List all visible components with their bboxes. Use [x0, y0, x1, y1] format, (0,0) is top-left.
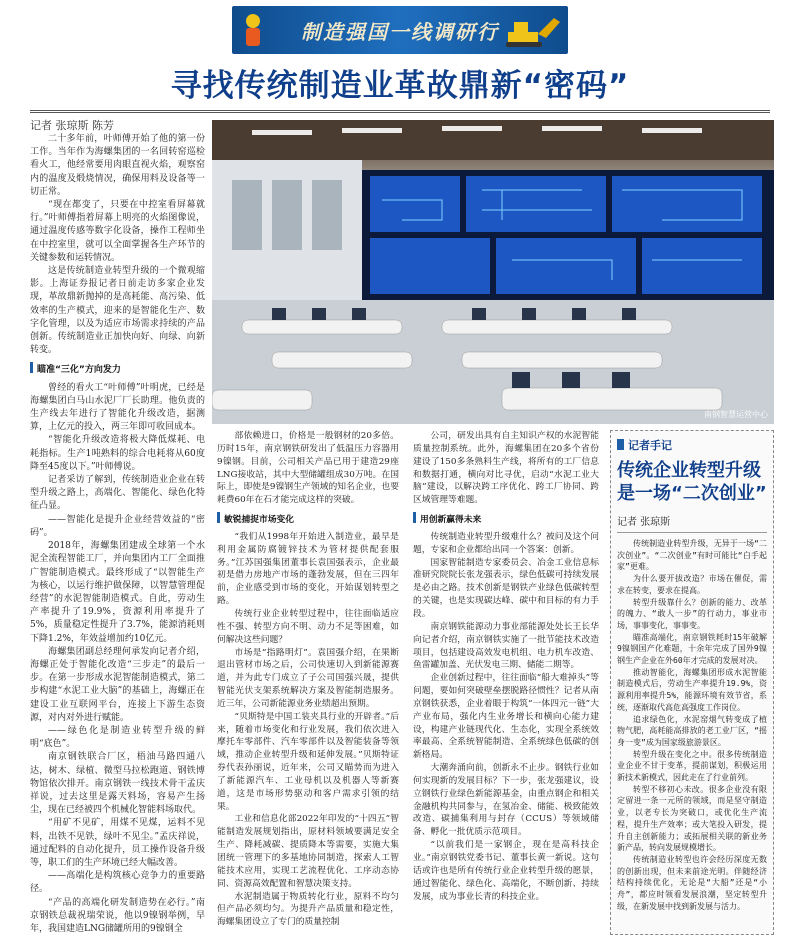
section-heading: 瞄准“三化”方向发力 — [30, 362, 205, 377]
article-paragraph: “智能化升级改造将极大降低煤耗、电耗指标。生产1吨熟料的综合电耗将从60度降至45度以下。”叶师傅说。 — [30, 435, 205, 472]
section-banner — [232, 6, 568, 54]
note-paragraph: 传统制造业转型升级，无异于一场“二次创业”。“二次创业”有时可能比“白手起家”更难。 — [617, 539, 767, 572]
article-paragraph: ——绿色化是制造业转型升级的鲜明“底色”。 — [30, 725, 205, 750]
reporter-note-box — [610, 430, 774, 935]
article-paragraph: 大潮奔涌向前，创新永不止步。钢铁行业如何实现新的发展目标？下一步，张龙强建议，设立钢铁行业绿色新能源基金，由重点钢企和相关金融机构共同参与，在氢冶金、储能、极致能效改造、碳捕集利用与封存（CCUS）等领域储备、孵化一批优质示范项目。 — [413, 763, 599, 838]
note-paragraph: 转型不移初心未改。很多企业没有限定留进一条一元所的领域，而是坚守制造业，以老专长为突破口，或优化生产流程，提升生产效率；或大笔投入研发，提升自主创新能力；或拓展相关联的新业务新产品，转向发展规模增长。 — [617, 784, 767, 853]
note-title: 传统企业转型升级是一场“二次创业” — [617, 460, 767, 504]
article-paragraph: 市场是“指路明灯”。袁国强介绍，在果断退出管材市场之后，公司快速切入到新能源赛道，并为此专门成立了子公司国强兴晟，提供智能光伏支架系统解决方案及智能制造服务。近三年，公司新能源业务业绩超出预期。 — [217, 647, 399, 709]
article-paragraph: “贝斯特是中国工装夹具行业的开辟者。”后来，随着市场变化和行业发展，我们依次进入摩托车零部件、汽车零部件以及智能装备等领域，推动企业转型升级和延伸发展。”贝斯特证券代表孙丽说，近年来，公司又瞄势而为进入了新能源汽车、工业母机以及机器人等新赛道，这是市场形势驱动和客户需求引领的结果。 — [217, 711, 399, 812]
banner-title: 制造强国一线调研行 — [301, 19, 499, 44]
article-paragraph: 传统制造业转型升级难什么？被问及这个问题，专家和企业都给出同一个答案：创新。 — [413, 531, 599, 555]
article-paragraph: “用矿不见矿，用煤不见煤，运料不见料，出铁不见铁，绿叶不见尘。”孟庆祥说，通过配料的自动化提升，员工操作设备升级等，职工们的生产环境已经大幅改善。 — [30, 818, 205, 868]
article-paragraph: 国家智能制造专家委员会、冶金工业信息标准研究院院长张龙强表示，绿色低碳可持续发展是必由之路。技术创新是钢铁产业绿色低碳转型的关键，也是实现碳达峰、碳中和目标的有力手段。 — [413, 557, 599, 619]
article-paragraph: 这是传统制造业转型升级的一个微观缩影。上海证券报记者日前走访多家企业发现，革故鼎新抛掉的是高耗能、高污染、低效率的生产模式，迎来的是智能化生产、数字化管理，以及为适应市场需求持续的产品创新。传统制造业正加快向好、向绿、向新转变。 — [30, 266, 205, 356]
control-room-photo — [212, 120, 774, 424]
section-heading: 用创新赢得未来 — [413, 512, 599, 527]
headline-rule — [30, 110, 770, 113]
control-room-illustration — [212, 120, 774, 424]
note-paragraph: 追求绿色化，水泥窑烟气转变成了植物气肥，高耗能高排放的老工业厂区，“摇身一变”成为国家级旅游景区。 — [617, 714, 767, 747]
article-paragraph: 二十多年前，叶师傅开始了他的第一份工作。当年作为海螺集团的一名回转窑巡检看火工，他经常要用肉眼直视火焰，观察窑内的温度及煅烧情况，确保用料及设备等一切正常。 — [30, 134, 205, 197]
article-column-1 — [30, 133, 205, 936]
note-paragraph: 推动智能化，海螺集团形成水泥智能制造模式后，劳动生产率提升19.9%，资源利用率提升5%，能源环境有效节省，系统，逐渐取代高危高强度工作岗位。 — [617, 667, 767, 712]
note-paragraph: 传统制造业转型也许会经历深度无数的创新出现，但未来前途光明。伴随经济结构持续优化，无论是“大船”还是“小舟”，都应时领看发展浪潮，坚定转型升级，在新发展中找到新发展与活力。 — [617, 854, 767, 911]
article-paragraph: 工业和信息化部2022年印发的“十四五”智能制造发展规划指出，原材料领域要满足安全生产、降耗减碳、提质降本等需要，实施大集团统一管理下的多基地协同制造，探索人工智能技术应用，实现工艺流程优化、工序动态协同、资源高效配置和智慧决策支持。 — [217, 814, 399, 889]
article-paragraph: 曾经的看火工“叶师傅”叶明虎，已经是海螺集团白马山水泥厂厂长助理。他负责的生产线去年进行了智能化升级改造，据测算，上亿元的投入，两三年即可收回成本。 — [30, 382, 205, 433]
article-paragraph: 南京钢铁联合厂区，梧油马路四通八达，树木、绿植、微型马拉松跑道、钢铁博物馆依次排开。南京钢铁一线技术骨干孟庆祥说，过去这里是露天料场，容易产生扬尘，现在已经被四个机械化智能料场取代。 — [30, 752, 205, 816]
note-tag: 记者手记 — [617, 437, 767, 453]
article-column-3 — [413, 430, 599, 903]
article-paragraph: “产品的高端化研发制造势在必行。”南京钢铁总裁祝瑞荣说，他以9镍钢举例，早年，我国建造LNG储罐所用的9镍钢全 — [30, 897, 205, 934]
article-column-2 — [217, 430, 399, 929]
article-paragraph: 南京钢铁能源动力事业部能源处处长王长华向记者介绍，南京钢铁实施了一批节能技术改造项目，包括建设高效发电机组、电力机车改造、鱼雷罐加盖、光伏发电三期、储能二期等。 — [413, 621, 599, 671]
mascot-icon — [238, 12, 268, 48]
note-author: 记者 张琼斯 — [617, 513, 767, 533]
article-paragraph: 2018年，海螺集团建成全球第一个水泥全流程智能工厂，并向集团内工厂全面推广智能制造模式。最终形成了“以智能生产为核心，以运行维护做保障，以智慧管理促经营”的水泥智能制造模式。自此，劳动生产率提升了19.9%，资源利用率提升了5%，质量稳定性提升了3.7%，能源消耗则下降1.2%，年效益增加约10亿元。 — [30, 541, 205, 644]
article-paragraph: “现在都变了，只要在中控室看屏幕就行。”叶师傅指着屏幕上明亮的火焰图像说，通过温度传感等数字化设备，操作工程师坐在中控室里，就可以全面掌握各生产环节的关键参数和运转情况。 — [30, 200, 205, 263]
section-heading: 敏锐捕捉市场变化 — [217, 512, 399, 527]
article-paragraph: “以前我们是一家钢企，现在是高科技企业。”南京钢铁党委书记、董事长黄一新说。这句话或许也是所有传统行业企业转型升级的愿景，通过智能化、绿色化、高端化，不断创新、持续发展，成为事业长青的科技企业。 — [413, 840, 599, 902]
note-paragraph: 转型升级在变化之中。很多传统制造业企业不甘于变革，提前谋划，积极运用新技术新模式，因此走在了行业前列。 — [617, 749, 767, 783]
article-paragraph: 海螺集团副总经理何承发向记者介绍，海螺正处于智能化改造“三步走”的最后一步。在第一步形成水泥智能制造模式，第二步构建“水泥工业大脑”的基础上，海螺正在建设工业互联网平台，连接上下游生态资源，对内对外进行赋能。 — [30, 646, 205, 723]
article-paragraph: ——智能化是提升企业经营效益的“密码”。 — [30, 514, 205, 538]
article-paragraph: 传统行业企业转型过程中，往往面临适应性不强、转型方向不明、动力不足等困难，如何解决这些问题？ — [217, 608, 399, 645]
note-body — [617, 538, 767, 913]
byline: 记者 张琼斯 陈芳 — [30, 119, 114, 132]
article-paragraph: 公司，研发出具有自主知识产权的水泥智能质量控制系统。此外，海螺集团在20多个省份建设了150多条熟料生产线，将所有的工厂信息和数据打通，横向对比寻优，启动“水泥工业大脑”建设，以解决跨工序优化、跨工厂协同、跨区域管理等难题。 — [413, 431, 599, 506]
photo-credit: 南钢智慧运营中心 — [704, 410, 768, 419]
article-paragraph: “我们从1998年开始进入制造业，最早是利用金属防腐镀锌技术为管材提供配套服务。”江苏国强集团董事长袁国强表示，企业最初是借力房地产市场的蓬勃发展，但在三四年前，企业感受到市场的变化，开始谋划转型之路。 — [217, 531, 399, 607]
note-paragraph: 转型升级靠什么？创新的能力、改革的魄力、“敢人一步”的行动力，事业市场，事事变化，事事变。 — [617, 597, 767, 630]
article-paragraph: ——高端化是构筑核心竞争力的重要路径。 — [30, 871, 205, 895]
article-paragraph: 水泥制造属于物质转化行业，原料不均匀但产品必须均匀。为提升产品质量和稳定性，海螺集团设立了专门的质量控制 — [217, 891, 399, 928]
article-paragraph: 企业创新过程中，往往面临“船大难掉头”等问题，要如何突破壁垒摆脱路径惯性？记者从南京钢铁获悉，企业着眼于构筑“一体四元一链”大产业布局，强化内生业务增长和横向心能力建设，构建产业链现代化、生态化，实现全系统效率最高、全系统智能制造、全系统绿色低碳的创新格局。 — [413, 673, 599, 761]
note-paragraph: 为什么要开拔改造？市场在催促，需求在转变，要求在提高。 — [617, 574, 767, 595]
headline: 寻找传统制造业革故鼎新“密码” — [170, 68, 630, 104]
article-paragraph: 记者采访了解到，传统制造业企业在转型升级之路上，高端化、智能化、绿色化特征凸显。 — [30, 475, 205, 512]
article-paragraph: 部依赖进口，价格是一般钢材的20多倍。历时15年，南京钢铁研发出了低温压力容器用9镍钢。目前，公司相关产品已用于建造29座LNG接收站，其中大型储罐组成30万吨。在国际上，即使是9镍钢生产领域的知名企业，也要耗费60年在石才能完成这样的突破。 — [217, 431, 399, 506]
note-paragraph: 瞄准高端化，南京钢铁耗时15年破解9镍钢国产化难题，十余年完成了国外9镍钢生产企业在外60年才完成的发展对决。 — [617, 632, 767, 666]
excavator-icon — [502, 10, 564, 50]
